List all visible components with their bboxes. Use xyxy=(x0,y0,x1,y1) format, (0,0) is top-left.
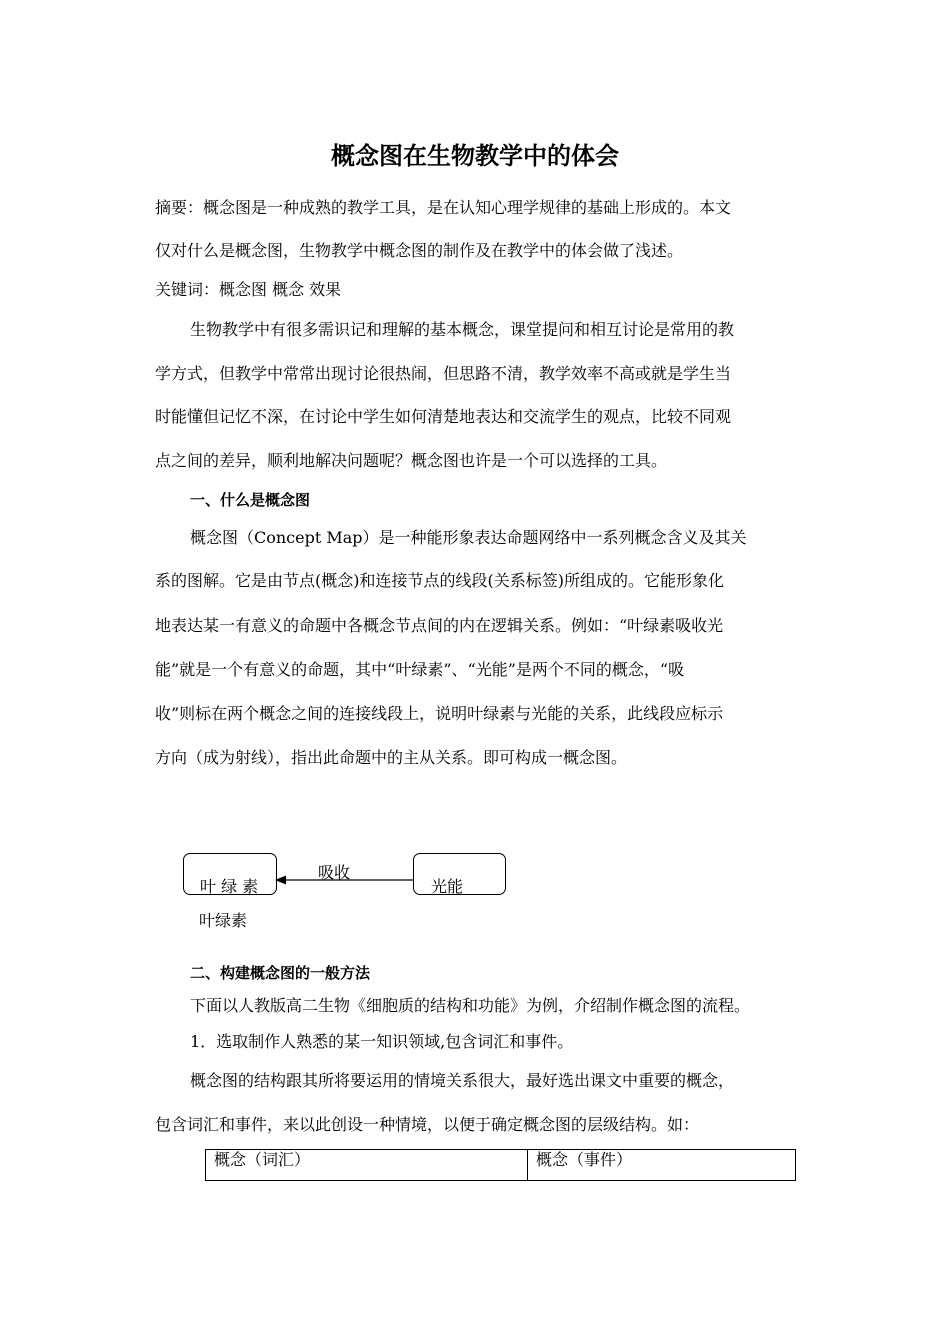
abstract-line-2: 仅对什么是概念图，生物教学中概念图的制作及在教学中的体会做了浅述。 xyxy=(155,241,684,260)
section-1-line-4: 能”就是一个有意义的命题，其中“叶绿素”、“光能”是两个不同的概念，“吸 xyxy=(155,660,685,679)
section-1-line-2: 系的图解。它是由节点(概念)和连接节点的线段(关系标签)所组成的。它能形象化 xyxy=(155,571,724,590)
concept-node-right-label: 光能 xyxy=(431,877,464,896)
section-2-heading: 二、构建概念图的一般方法 xyxy=(190,964,371,982)
section-1-line-5: 收”则标在两个概念之间的连接线段上，说明叶绿素与光能的关系，此线段应标示 xyxy=(155,704,724,723)
table-header-events: 概念（事件） xyxy=(528,1150,796,1181)
intro-line-4: 点之间的差异，顺利地解决问题呢？概念图也许是一个可以选择的工具。 xyxy=(155,451,668,470)
intro-line-3: 时能懂但记忆不深，在讨论中学生如何清楚地表达和交流学生的观点，比较不同观 xyxy=(155,407,732,426)
intro-line-1: 生物教学中有很多需识记和理解的基本概念，课堂提问和相互讨论是常用的教 xyxy=(190,320,735,339)
document-title: 概念图在生物教学中的体会 xyxy=(331,142,619,170)
concept-table xyxy=(205,1149,796,1181)
keywords-line: 关键词：概念图 概念 效果 xyxy=(155,280,342,299)
section-2-line-1: 下面以人教版高二生物《细胞质的结构和功能》为例，介绍制作概念图的流程。 xyxy=(190,996,751,1015)
section-1-line-6: 方向（成为射线），指出此命题中的主从关系。即可构成一概念图。 xyxy=(155,748,628,767)
table-header-vocabulary: 概念（词汇） xyxy=(206,1150,528,1181)
section-1-line-3: 地表达某一有意义的命题中各概念节点间的内在逻辑关系。例如：“叶绿素吸收光 xyxy=(155,616,724,635)
section-2-para-line-2: 包含词汇和事件，来以此创设一种情境，以便于确定概念图的层级结构。如： xyxy=(155,1115,700,1134)
section-2-step-1: 1．选取制作人熟悉的某一知识领域,包含词汇和事件。 xyxy=(190,1032,574,1051)
concept-node-left-label: 叶 绿 素 xyxy=(200,877,259,896)
table-row xyxy=(206,1150,796,1181)
link-label: 吸收 xyxy=(318,863,351,882)
intro-line-2: 学方式，但教学中常常出现讨论很热闹，但思路不清，教学效率不高或就是学生当 xyxy=(155,364,732,383)
section-1-line-1: 概念图（Concept Map）是一种能形象表达命题网络中一系列概念含义及其关 xyxy=(190,528,747,547)
section-2-para-line-1: 概念图的结构跟其所将要运用的情境关系很大，最好选出课文中重要的概念， xyxy=(190,1071,735,1090)
section-1-heading: 一、什么是概念图 xyxy=(190,491,311,509)
link-arrow xyxy=(270,870,420,890)
abstract-line-1: 摘要：概念图是一种成熟的教学工具，是在认知心理学规律的基础上形成的。本文 xyxy=(155,198,732,217)
diagram-caption: 叶绿素 xyxy=(199,911,248,930)
